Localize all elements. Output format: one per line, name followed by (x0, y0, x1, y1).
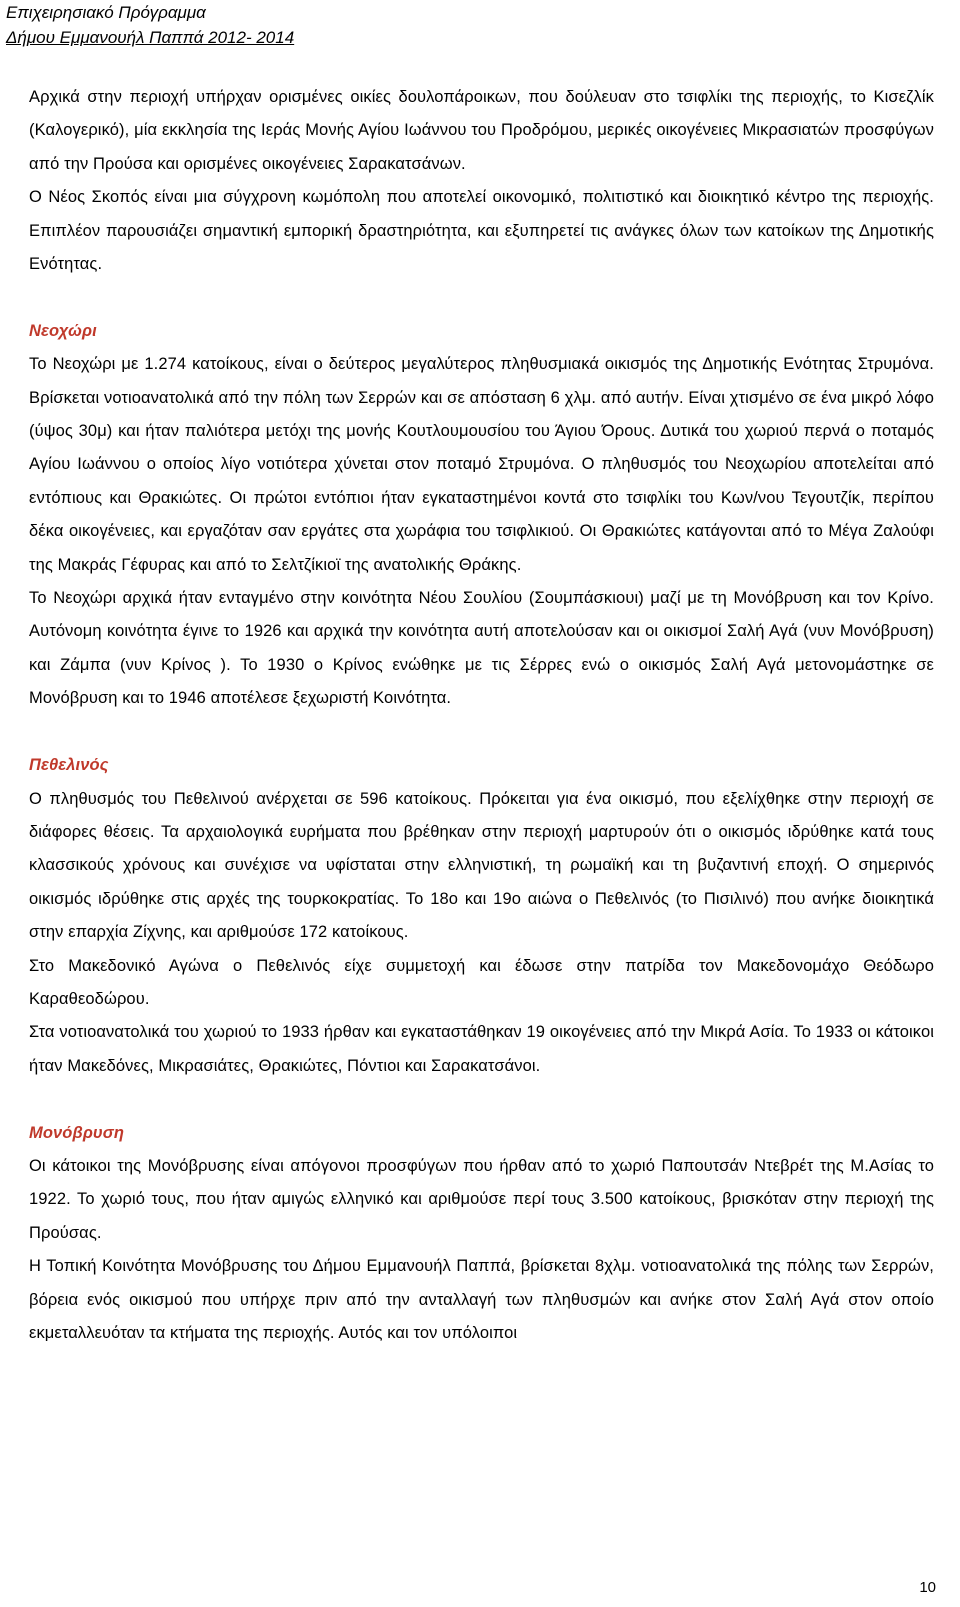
page-number: 10 (919, 1579, 936, 1596)
section-title-monovrysi: Μονόβρυση (29, 1123, 124, 1142)
section-spacer (29, 716, 934, 749)
pethelinos-paragraph-3: Στα νοτιοανατολικά του χωριού το 1933 ήρθαν και εγκαταστάθηκαν 19 οικογένειες από την Μικρά Ασία. Το 1933 οι κάτοικοι ήταν Μακεδόνες, Μικρασιάτες, Θρακιώτες, Πόντιοι και Σαρακατσάνοι. (29, 1023, 934, 1075)
section-spacer (29, 281, 934, 314)
intro-paragraph-2: Ο Νέος Σκοπός είναι μια σύγχρονη κωμόπολη που αποτελεί οικονομικό, πολιτιστικό και διοικητικό κέντρο της περιοχής. Επιπλέον παρουσιάζει σημαντική εμπορική δραστηριότητα, και εξυπηρετεί τις ανάγκες όλων των κατοίκων της Δημοτικής Ενότητας. (29, 188, 934, 274)
pethelinos-paragraph-1: Ο πληθυσμός του Πεθελινού ανέρχεται σε 596 κατοίκους. Πρόκειται για ένα οικισμό, που εξελίχθηκε στην περιοχή σε διάφορες θέσεις. Τα αρχαιολογικά ευρήματα που βρέθηκαν στην περιοχή μαρτυρούν ότι ο οικισμός ιδρύθηκε κατά τους κλασσικούς χρόνους και συνέχισε να υφίσταται στην ελληνιστική, τη ρωμαϊκή και τη βυζαντινή εποχή. Ο σημερινός οικισμός ιδρύθηκε στις αρχές της τουρκοκρατίας. Το 18ο και 19ο αιώνα ο Πεθελινός (το Πισιλινό) που ανήκε διοικητικά στην επαρχία Ζίχνης, και αριθμούσε 172 κατοίκους. (29, 789, 934, 942)
intro-paragraph-1: Αρχικά στην περιοχή υπήρχαν ορισμένες οικίες δουλοπάροικων, που δούλευαν στο τσιφλίκι της περιοχής, το Κισεζλίκ (Καλογερικό), μία εκκλησία της Ιεράς Μονής Αγίου Ιωάννου του Προδρόμου, μερικές οικογένειες Μικρασιατών προσφύγων από την Προύσα και ορισμένες οικογένειες Σαρακατσάνων. (29, 88, 934, 173)
header-program-title: Επιχειρησιακό Πρόγραμμα (6, 3, 206, 22)
header-municipality-period: Δήμου Εμμανουήλ Παππά 2012- 2014 (6, 28, 295, 47)
neochori-paragraph-1: Το Νεοχώρι με 1.274 κατοίκους, είναι ο δεύτερος μεγαλύτερος πληθυσμιακά οικισμός της Δημοτικής Ενότητας Στρυμόνα. Βρίσκεται νοτιοανατολικά από την πόλη των Σερρών και σε απόσταση 6 χλμ. από αυτήν. Είναι χτισμένο σε ένα μικρό λόφο (ύψος 30μ) και ήταν παλιότερα μετόχι της μονής Κουτλουμουσίου του Άγιου Όρους. Δυτικά του χωριού περνά ο ποταμός Αγίου Ιωάννου ο οποίος λίγο νοτιότερα χύνεται στον ποταμό Στρυμόνα. Ο πληθυσμός του Νεοχωρίου αποτελείται από εντόπιους και Θρακιώτες. Οι πρώτοι εντόπιοι ήταν εγκαταστημένοι κοντά στο τσιφλίκι του Κων/νου Τεγουτζίκ, περίπου δέκα οικογένειες, και εργαζόταν σαν εργάτες στα χωράφια του τσιφλικιού. Οι Θρακιώτες κατάγονται από το Μέγα Ζαλούφι της Μακράς Γέφυρας και από το Σελτζίκιοϊ της ανατολικής Θράκης. (29, 355, 934, 574)
document-body (29, 81, 934, 1350)
monovrysi-paragraph-2: Η Τοπική Κοινότητα Μονόβρυσης του Δήμου Εμμανουήλ Παππά, βρίσκεται 8χλμ. νοτιοανατολικά της πόλης των Σερρών, βόρεια ενός οικισμού που υπήρχε πριν από την ανταλλαγή των πληθυσμών και ανήκε στον Σαλή Αγά στον οποίο εκμεταλλευόταν τα κτήματα της περιοχής. Αυτός και τον υπόλοιποι (29, 1257, 934, 1342)
section-title-pethelinos: Πεθελινός (29, 756, 109, 775)
pethelinos-paragraph-2: Στο Μακεδονικό Αγώνα ο Πεθελινός είχε συμμετοχή και έδωσε στην πατρίδα τον Μακεδονομάχο Θεόδωρο Καραθεοδώρου. (29, 956, 934, 1008)
monovrysi-paragraph-1: Οι κάτοικοι της Μονόβρυσης είναι απόγονοι προσφύγων που ήρθαν από το χωριό Παπουτσάν Ντεβρέτ της Μ.Ασίας το 1922. Το χωριό τους, που ήταν αμιγώς ελληνικό και αριθμούσε περί τους 3.500 κατοίκους, βρισκόταν στην περιοχή της Προύσας. (29, 1156, 934, 1242)
document-header (6, 0, 294, 50)
section-title-neochori: Νεοχώρι (29, 321, 97, 340)
section-spacer (29, 1083, 934, 1116)
neochori-paragraph-2: Το Νεοχώρι αρχικά ήταν ενταγμένο στην κοινότητα Νέου Σουλίου (Σουμπάσκιουι) μαζί με τη Μονόβρυση και τον Κρίνο. Αυτόνομη κοινότητα έγινε το 1926 και αρχικά την κοινότητα αυτή αποτελούσαν και οι οικισμοί Σαλή Αγά (νυν Μονόβρυση) και Ζάμπα (νυν Κρίνος ). Το 1930 ο Κρίνος ενώθηκε με τις Σέρρες ενώ ο οικισμός Σαλή Αγά μετονομάστηκε σε Μονόβρυση και το 1946 αποτέλεσε ξεχωριστή Κοινότητα. (29, 589, 934, 708)
